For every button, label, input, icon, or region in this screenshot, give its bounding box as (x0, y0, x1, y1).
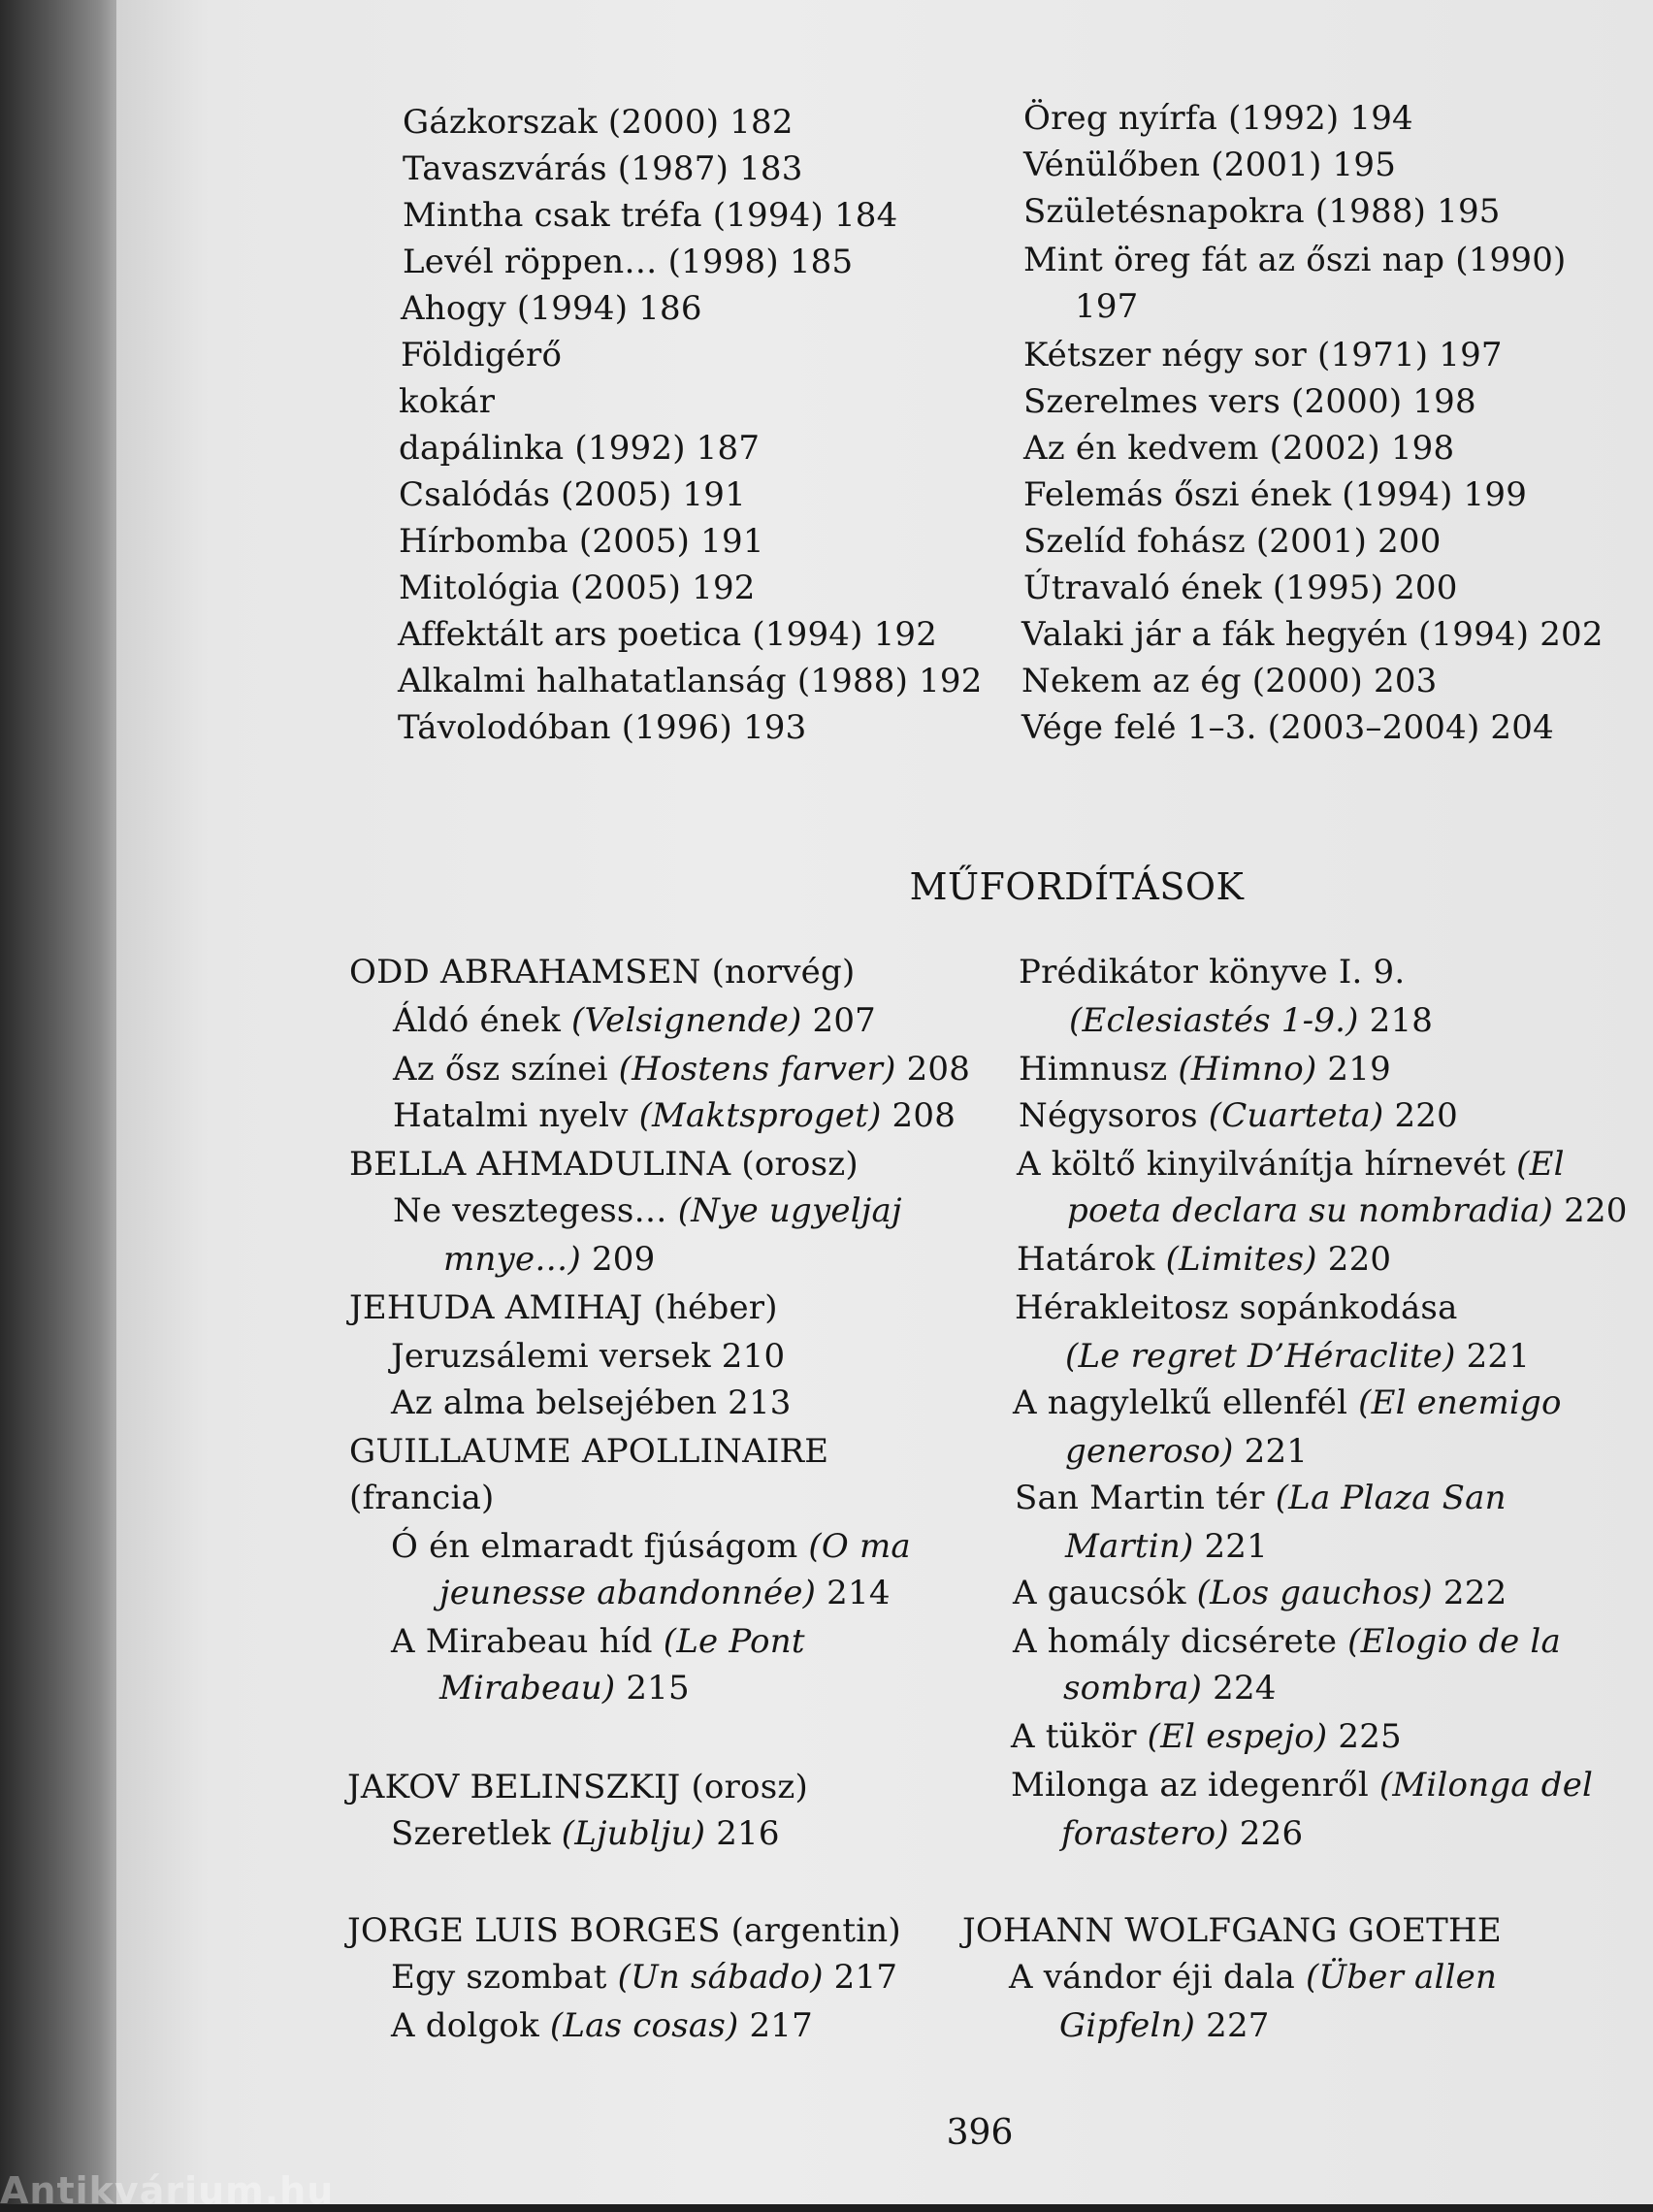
toc-left-entry-14: Távolodóban (1996) 193 (398, 708, 807, 747)
entry-title: A nagylelkű ellenfél (1013, 1383, 1359, 1422)
toc-left-entry-6: Földigérő (401, 336, 563, 374)
translation-right-entry-11 (1065, 1430, 1308, 1473)
translation-right-entry-18 (1011, 1764, 1593, 1806)
entry-original-title: forastero) (1061, 1814, 1229, 1853)
entry-page-ref: 220 (1316, 1240, 1392, 1279)
entry-title: Az alma belsejében 213 (391, 1383, 792, 1422)
entry-page-ref: 208 (895, 1050, 971, 1089)
toc-right-entry-3: Születésnapokra (1988) 195 (1023, 192, 1501, 231)
toc-right-entry-12: Valaki jár a fák hegyén (1994) 202 (1021, 615, 1604, 654)
entry-original-title: (Nye ugyeljaj (677, 1191, 902, 1230)
entry-original-title: (Cuarteta) (1208, 1096, 1384, 1135)
toc-left-entry-9: Csalódás (2005) 191 (399, 475, 746, 514)
toc-left-entry-3: Mintha csak tréfa (1994) 184 (403, 196, 898, 235)
entry-title: Határok (1017, 1240, 1166, 1279)
entry-title: Ó én elmaradt fjúságom (391, 1527, 809, 1566)
page-number: 396 (946, 2113, 1014, 2153)
entry-title: Prédikátor könyve I. 9. (1019, 953, 1406, 992)
translation-right-entry-13 (1065, 1525, 1268, 1568)
translation-right-entry-16 (1063, 1667, 1277, 1709)
entry-title: Ne vesztegess… (393, 1191, 678, 1230)
entry-title: GUILLAUME APOLLINAIRE (349, 1432, 829, 1471)
translation-right-entry-9 (1065, 1335, 1530, 1378)
entry-original-title: Martin) (1065, 1527, 1194, 1566)
entry-page-ref: 208 (881, 1096, 956, 1135)
translation-right-entry-14 (1013, 1572, 1507, 1614)
entry-original-title: Mirabeau) (439, 1669, 616, 1708)
toc-right-entry-2: Vénülőben (2001) 195 (1023, 146, 1397, 184)
translation-left-entry-5 (349, 1143, 859, 1186)
toc-right-entry-1: Öreg nyírfa (1992) 194 (1023, 99, 1413, 138)
entry-title: San Martin tér (1015, 1479, 1276, 1517)
entry-title: Egy szombat (391, 1958, 618, 1997)
toc-right-entry-11: Útravaló ének (1995) 200 (1023, 569, 1458, 607)
toc-left-entry-12: Affektált ars poetica (1994) 192 (398, 615, 938, 654)
entry-title: JORGE LUIS BORGES (argentin) (347, 1911, 901, 1950)
entry-page-ref: 227 (1195, 2006, 1270, 2045)
entry-original-title: (Ljublju) (561, 1814, 706, 1853)
toc-left-entry-5: Ahogy (1994) 186 (401, 289, 702, 328)
entry-page-ref: 216 (705, 1814, 780, 1853)
watermark: Antikvárium.hu (0, 2169, 335, 2212)
translation-right-entry-7 (1017, 1238, 1391, 1281)
entry-title: Hatalmi nyelv (393, 1096, 639, 1135)
entry-page-ref: 218 (1358, 1001, 1434, 1040)
translation-left-entry-16 (439, 1667, 690, 1709)
toc-right-entry-6: Kétszer négy sor (1971) 197 (1023, 336, 1503, 374)
entry-title: Négysoros (1019, 1096, 1209, 1135)
entry-page-ref: 226 (1228, 1814, 1304, 1853)
entry-page-ref: 219 (1316, 1050, 1391, 1089)
entry-original-title: (Limites) (1165, 1240, 1317, 1279)
toc-right-entry-7: Szerelmes vers (2000) 198 (1023, 382, 1476, 421)
entry-original-title: (Maktsproget) (638, 1096, 882, 1135)
translation-left-entry-8 (349, 1286, 778, 1329)
toc-left-entry-10: Hírbomba (2005) 191 (399, 522, 764, 561)
entry-original-title: (Le regret D’Héraclite) (1065, 1337, 1456, 1376)
entry-title: Az ősz színei (393, 1050, 619, 1089)
translation-left-entry-21 (391, 2004, 813, 2047)
entry-original-title: (Velsignende) (571, 1001, 802, 1040)
toc-right-entry-4: Mint öreg fát az őszi nap (1990) (1023, 241, 1567, 279)
translation-left-entry-17 (347, 1766, 808, 1808)
entry-page-ref: 221 (1233, 1432, 1309, 1471)
translation-right-entry-15 (1013, 1620, 1561, 1663)
translation-left-entry-11 (349, 1430, 828, 1473)
toc-left-entry-1: Gázkorszak (2000) 182 (403, 103, 794, 142)
toc-left-entry-2: Tavaszvárás (1987) 183 (403, 149, 803, 188)
entry-title: A dolgok (391, 2006, 550, 2045)
toc-left-entry-7: kokár (399, 382, 496, 421)
entry-title: Szeretlek (391, 1814, 562, 1853)
translation-left-entry-4 (393, 1094, 956, 1137)
entry-title: Himnusz (1019, 1050, 1179, 1089)
entry-original-title: (Los gauchos) (1196, 1574, 1433, 1612)
translation-left-entry-14 (439, 1572, 891, 1614)
entry-original-title: (Hostens farver) (618, 1050, 896, 1089)
entry-title: A költő kinyilvánítja hírnevét (1017, 1145, 1517, 1184)
entry-original-title: (La Plaza San (1275, 1479, 1507, 1517)
translation-left-entry-6 (393, 1189, 902, 1232)
entry-page-ref: 225 (1327, 1717, 1402, 1756)
entry-title: JEHUDA AMIHAJ (héber) (349, 1288, 778, 1327)
entry-original-title: generoso) (1065, 1432, 1234, 1471)
entry-original-title: (Las cosas) (549, 2006, 739, 2045)
entry-page-ref: 221 (1193, 1527, 1268, 1566)
translation-right-entry-6 (1067, 1189, 1628, 1232)
entry-original-title: (Über allen (1305, 1958, 1498, 1997)
entry-page-ref: 220 (1383, 1096, 1458, 1135)
entry-page-ref: 222 (1432, 1574, 1507, 1612)
entry-title: A vándor éji dala (1009, 1958, 1306, 1997)
toc-right-entry-5: 197 (1075, 287, 1139, 326)
toc-left-entry-13: Alkalmi halhatatlanság (1988) 192 (398, 662, 983, 700)
entry-original-title: (Un sábado) (617, 1958, 824, 1997)
entry-page-ref: 214 (816, 1574, 891, 1612)
entry-title: A Mirabeau híd (391, 1622, 664, 1661)
toc-left-entry-8: dapálinka (1992) 187 (399, 429, 761, 468)
translation-right-entry-17 (1011, 1715, 1402, 1758)
entry-original-title: (Elogio de la (1347, 1622, 1561, 1661)
entry-original-title: poeta declara su nombradia) (1067, 1191, 1554, 1230)
entry-title: Milonga az idegenről (1011, 1766, 1379, 1805)
entry-title: JOHANN WOLFGANG GOETHE (962, 1911, 1502, 1950)
translation-left-entry-13 (391, 1525, 911, 1568)
translation-right-entry-8 (1015, 1286, 1458, 1329)
translation-left-entry-7 (443, 1238, 655, 1281)
translation-right-entry-21 (1009, 1956, 1497, 1999)
entry-original-title: (O ma (808, 1527, 911, 1566)
book-spine-shadow (0, 0, 116, 2204)
translation-left-entry-18 (391, 1812, 780, 1855)
translation-left-entry-15 (391, 1620, 805, 1663)
translation-right-entry-22 (1059, 2004, 1270, 2047)
translation-left-entry-9 (391, 1335, 785, 1378)
entry-page-ref: 217 (738, 2006, 813, 2045)
translation-left-entry-2 (393, 999, 876, 1042)
book-page (116, 0, 1653, 2204)
translation-right-entry-20 (962, 1909, 1502, 1952)
translation-right-entry-19 (1061, 1812, 1303, 1855)
translation-right-entry-4 (1019, 1094, 1458, 1137)
entry-original-title: (Eclesiastés 1-9.) (1069, 1001, 1359, 1040)
translation-right-entry-10 (1013, 1382, 1562, 1424)
entry-original-title: (Milonga del (1378, 1766, 1594, 1805)
entry-original-title: (Himno) (1178, 1050, 1317, 1089)
entry-title: JAKOV BELINSZKIJ (orosz) (347, 1768, 808, 1806)
entry-original-title: mnye…) (443, 1240, 581, 1279)
toc-right-entry-9: Felemás őszi ének (1994) 199 (1023, 475, 1528, 514)
translation-right-entry-3 (1019, 1048, 1391, 1090)
translation-right-entry-2 (1069, 999, 1433, 1042)
entry-page-ref: 207 (801, 1001, 876, 1040)
entry-original-title: jeunesse abandonnée) (439, 1574, 817, 1612)
translation-left-entry-3 (393, 1048, 970, 1090)
toc-left-entry-4: Levél röppen… (1998) 185 (403, 243, 854, 281)
entry-title: BELLA AHMADULINA (orosz) (349, 1145, 859, 1184)
entry-page-ref: 224 (1202, 1669, 1277, 1708)
translation-left-entry-1 (349, 951, 855, 993)
translation-right-entry-5 (1017, 1143, 1565, 1186)
entry-title: Hérakleitosz sopánkodása (1015, 1288, 1458, 1327)
translation-left-entry-19 (347, 1909, 901, 1952)
translation-right-entry-12 (1015, 1477, 1507, 1519)
entry-original-title: (El (1516, 1145, 1565, 1184)
entry-title: ODD ABRAHAMSEN (norvég) (349, 953, 856, 992)
entry-title: A homály dicsérete (1013, 1622, 1348, 1661)
entry-original-title: (El espejo) (1147, 1717, 1328, 1756)
entry-original-title: Gipfeln) (1059, 2006, 1196, 2045)
translation-right-entry-1 (1019, 951, 1405, 993)
toc-left-entry-11: Mitológia (2005) 192 (399, 569, 756, 607)
entry-title: (francia) (349, 1479, 495, 1517)
entry-original-title: (El enemigo (1358, 1383, 1562, 1422)
toc-right-entry-8: Az én kedvem (2002) 198 (1023, 429, 1455, 468)
entry-page-ref: 209 (580, 1240, 656, 1279)
entry-page-ref: 220 (1553, 1191, 1628, 1230)
entry-title: A gaucsók (1013, 1574, 1197, 1612)
entry-original-title: sombra) (1063, 1669, 1203, 1708)
translation-left-entry-10 (391, 1382, 792, 1424)
entry-title: A tükör (1011, 1717, 1148, 1756)
entry-original-title: (Le Pont (663, 1622, 805, 1661)
toc-right-entry-14: Vége felé 1–3. (2003–2004) 204 (1021, 708, 1554, 747)
entry-title: Jeruzsálemi versek 210 (391, 1337, 786, 1376)
translation-left-entry-12 (349, 1477, 495, 1519)
toc-right-entry-13: Nekem az ég (2000) 203 (1021, 662, 1438, 700)
section-heading: MŰFORDÍTÁSOK (909, 865, 1245, 908)
entry-page-ref: 217 (823, 1958, 898, 1997)
entry-page-ref: 215 (615, 1669, 690, 1708)
entry-title: Áldó ének (393, 1001, 572, 1040)
translation-left-entry-20 (391, 1956, 897, 1999)
entry-page-ref: 221 (1455, 1337, 1531, 1376)
toc-right-entry-10: Szelíd fohász (2001) 200 (1023, 522, 1442, 561)
